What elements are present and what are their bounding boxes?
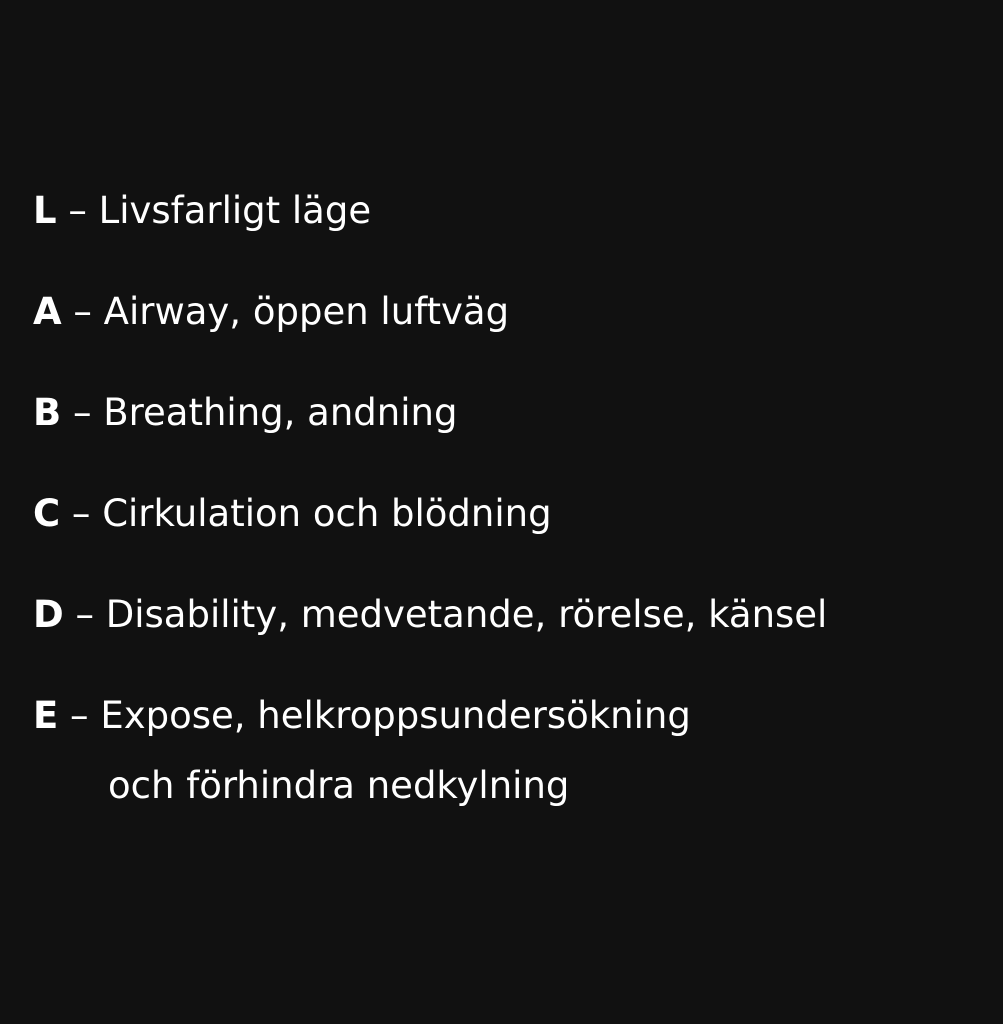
- list-dash: –: [60, 492, 103, 535]
- list-item-a: [33, 289, 827, 334]
- list-text: Breathing, andning: [103, 391, 458, 434]
- list-text: Disability, medvetande, rörelse, känsel: [105, 593, 828, 636]
- list-text: Livsfarligt läge: [98, 189, 372, 232]
- list-letter: A: [33, 290, 62, 333]
- list-dash: –: [61, 290, 104, 333]
- list-letter: L: [33, 189, 57, 232]
- list-letter: D: [33, 593, 64, 636]
- list-dash: –: [63, 593, 106, 636]
- list-dash: –: [58, 694, 101, 737]
- list-text: Expose, helkroppsundersökning: [100, 694, 691, 737]
- list-letter: B: [33, 391, 62, 434]
- list-item-b: [33, 390, 827, 435]
- list-letter: E: [33, 694, 59, 737]
- list-dash: –: [56, 189, 99, 232]
- list-letter: C: [33, 492, 61, 535]
- list-text: Cirkulation och blödning: [102, 492, 552, 535]
- lab-cde-list: [33, 188, 827, 808]
- list-text: Airway, öppen luftväg: [103, 290, 510, 333]
- list-text-continuation: och förhindra nedkylning: [108, 764, 570, 807]
- list-dash: –: [61, 391, 104, 434]
- list-item-c: [33, 491, 827, 536]
- list-item-d: [33, 592, 827, 637]
- list-item-l: [33, 188, 827, 233]
- list-item-e: [33, 693, 827, 808]
